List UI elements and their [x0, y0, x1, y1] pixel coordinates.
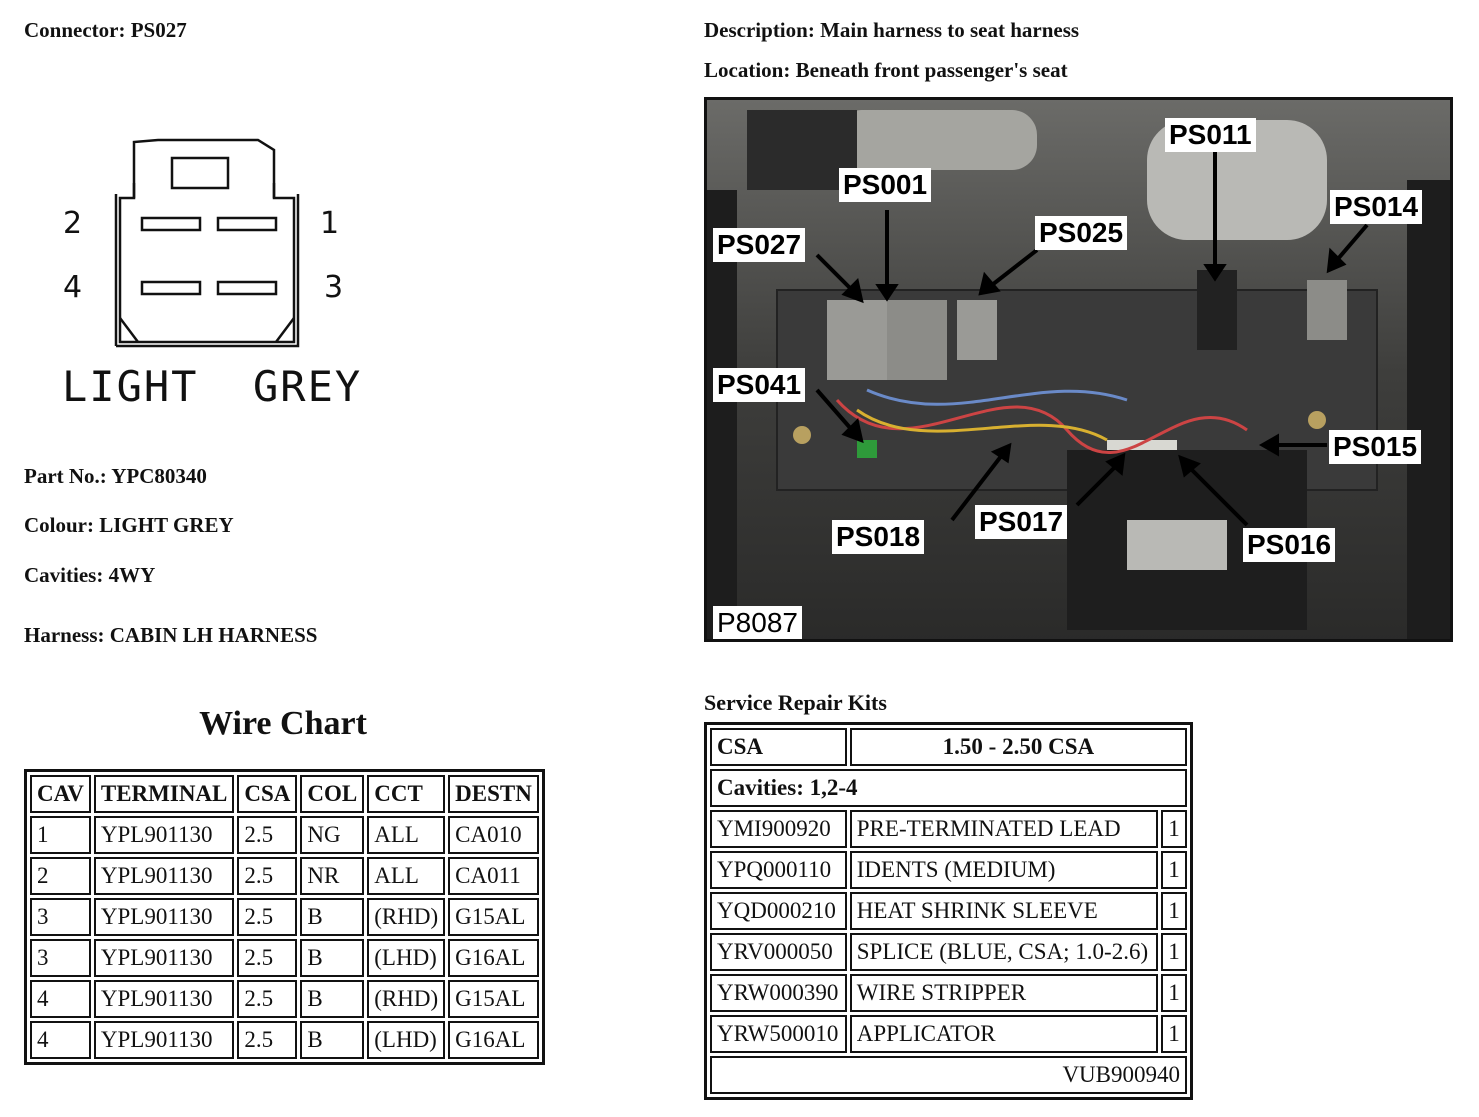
- column-header: DESTN: [448, 775, 539, 813]
- location-text: Location: Beneath front passenger's seat: [704, 58, 1068, 82]
- table-cell: (LHD): [367, 939, 445, 977]
- table-cell: APPLICATOR: [850, 1015, 1158, 1053]
- connector-colour-label: LIGHT GREY: [62, 362, 363, 411]
- table-cell: 2.5: [237, 980, 297, 1018]
- table-cell: G15AL: [448, 898, 539, 936]
- table-cell: YQD000210: [710, 892, 847, 930]
- table-cell: YPL901130: [94, 939, 235, 977]
- table-cell: HEAT SHRINK SLEEVE: [850, 892, 1158, 930]
- table-cell: ALL: [367, 816, 445, 854]
- table-row: [30, 816, 539, 854]
- table-cell: 3: [30, 898, 91, 936]
- connector-outline-icon: [58, 128, 368, 358]
- table-cell: YPL901130: [94, 857, 235, 895]
- table-row: [30, 898, 539, 936]
- table-cell: YPQ000110: [710, 851, 847, 889]
- table-cell: B: [300, 939, 364, 977]
- table-cell: 1: [1161, 1015, 1187, 1053]
- table-cell: B: [300, 898, 364, 936]
- service-kits-table: [704, 722, 1193, 1100]
- table-cell: 1: [1161, 851, 1187, 889]
- table-cell: 3: [30, 939, 91, 977]
- csa-label-cell: CSA: [710, 728, 847, 766]
- table-cell: SPLICE (BLUE, CSA; 1.0-2.6): [850, 933, 1158, 971]
- table-row: [710, 728, 1187, 766]
- table-cell: 2.5: [237, 1021, 297, 1059]
- table-header-row: [30, 775, 539, 813]
- table-cell: YRV000050: [710, 933, 847, 971]
- table-cell: 2.5: [237, 898, 297, 936]
- wire-chart-table: [24, 769, 545, 1065]
- photo-label-ps014: PS014: [1330, 190, 1422, 224]
- table-cell: ALL: [367, 857, 445, 895]
- table-cell: (RHD): [367, 898, 445, 936]
- photo-label-ps025: PS025: [1035, 216, 1127, 250]
- colour-text: Colour: LIGHT GREY: [24, 513, 234, 537]
- table-row: [30, 980, 539, 1018]
- location-photo: [704, 97, 1453, 642]
- table-cell: YRW500010: [710, 1015, 847, 1053]
- photo-scene-icon: [707, 100, 1453, 642]
- table-cell: (RHD): [367, 980, 445, 1018]
- service-kits-title: Service Repair Kits: [704, 690, 887, 715]
- table-row: [710, 769, 1187, 807]
- table-cell: 2.5: [237, 939, 297, 977]
- table-cell: 1: [1161, 933, 1187, 971]
- table-cell: G16AL: [448, 939, 539, 977]
- kit-cavities-cell: Cavities: 1,2-4: [710, 769, 1187, 807]
- photo-label-ps027: PS027: [713, 228, 805, 262]
- description-text: Description: Main harness to seat harness: [704, 18, 1080, 42]
- photo-label-ps017: PS017: [975, 505, 1067, 539]
- table-cell: 2.5: [237, 857, 297, 895]
- table-row: [30, 1021, 539, 1059]
- table-cell: YRW000390: [710, 974, 847, 1012]
- table-row: [710, 810, 1187, 848]
- table-cell: YMI900920: [710, 810, 847, 848]
- table-cell: 1: [1161, 974, 1187, 1012]
- table-row: [710, 933, 1187, 971]
- table-cell: G16AL: [448, 1021, 539, 1059]
- pin-4-label: 4: [63, 270, 83, 305]
- table-cell: NR: [300, 857, 364, 895]
- table-cell: 2: [30, 857, 91, 895]
- table-row: [710, 974, 1187, 1012]
- table-cell: PRE-TERMINATED LEAD: [850, 810, 1158, 848]
- pin-3-label: 3: [324, 270, 344, 305]
- pin-2-label: 2: [63, 206, 83, 241]
- photo-label-ps016: PS016: [1243, 528, 1335, 562]
- table-cell: 4: [30, 980, 91, 1018]
- table-cell: 1: [30, 816, 91, 854]
- table-cell: 1: [1161, 810, 1187, 848]
- photo-label-ps018: PS018: [832, 520, 924, 554]
- table-cell: CA010: [448, 816, 539, 854]
- table-cell: YPL901130: [94, 816, 235, 854]
- table-cell: YPL901130: [94, 1021, 235, 1059]
- table-row: [30, 939, 539, 977]
- pin-1-label: 1: [320, 206, 340, 241]
- column-header: CSA: [237, 775, 297, 813]
- connector-face-diagram: [58, 128, 368, 418]
- cavities-text: Cavities: 4WY: [24, 563, 156, 587]
- table-cell: IDENTS (MEDIUM): [850, 851, 1158, 889]
- table-cell: CA011: [448, 857, 539, 895]
- column-header: CCT: [367, 775, 445, 813]
- harness-text: Harness: CABIN LH HARNESS: [24, 623, 318, 647]
- table-cell: 4: [30, 1021, 91, 1059]
- column-header: TERMINAL: [94, 775, 235, 813]
- table-row: [710, 1015, 1187, 1053]
- column-header: COL: [300, 775, 364, 813]
- column-header: CAV: [30, 775, 91, 813]
- table-row: [710, 892, 1187, 930]
- part-number: Part No.: YPC80340: [24, 464, 207, 488]
- table-cell: B: [300, 1021, 364, 1059]
- kit-reference-cell: VUB900940: [710, 1056, 1187, 1094]
- table-cell: YPL901130: [94, 980, 235, 1018]
- table-cell: WIRE STRIPPER: [850, 974, 1158, 1012]
- table-cell: NG: [300, 816, 364, 854]
- wire-chart-title: Wire Chart: [199, 705, 367, 742]
- photo-label-ps015: PS015: [1329, 430, 1421, 464]
- table-cell: B: [300, 980, 364, 1018]
- table-row: [710, 851, 1187, 889]
- table-row: [710, 1056, 1187, 1094]
- photo-label-ps011: PS011: [1165, 118, 1256, 152]
- table-row: [30, 857, 539, 895]
- table-cell: 2.5: [237, 816, 297, 854]
- table-cell: YPL901130: [94, 898, 235, 936]
- photo-label-ps001: PS001: [839, 168, 931, 202]
- table-cell: G15AL: [448, 980, 539, 1018]
- photo-label-ps041: PS041: [713, 368, 805, 402]
- csa-value-cell: 1.50 - 2.50 CSA: [850, 728, 1187, 766]
- table-cell: (LHD): [367, 1021, 445, 1059]
- photo-reference: P8087: [713, 606, 802, 640]
- table-cell: 1: [1161, 892, 1187, 930]
- connector-title: Connector: PS027: [24, 18, 187, 42]
